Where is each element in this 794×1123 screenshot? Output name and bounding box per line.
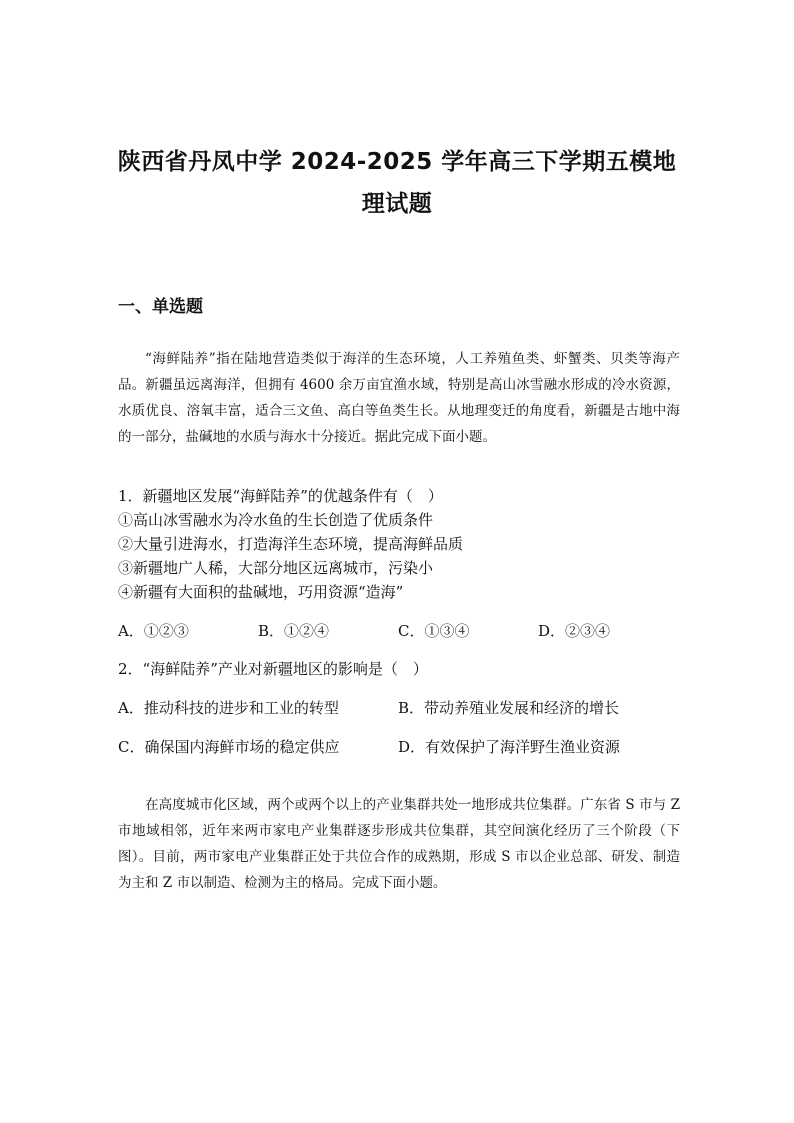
- question-1-statement-1: ①高山冰雪融水为冷水鱼的生长创造了优质条件: [118, 511, 434, 529]
- question-1-option-b: B．①②④: [258, 622, 330, 640]
- reading-passage-2: 在高度城市化区域，两个或两个以上的产业集群共处一地形成共位集群。广东省 S 市与 Z 市地域相邻，近年来两市家电产业集群逐步形成共位集群，其空间演化经历了三个阶段（下图）。目前，两市家电产业集群正处于共位合作的成熟期，形成 S 市以企业总部、研发、制造为主和 Z 市以制造、检测为主的格局。完成下面小题。: [118, 797, 680, 891]
- question-2-option-d: D．有效保护了海洋野生渔业资源: [398, 738, 621, 756]
- question-1-statement-4: ④新疆有大面积的盐碱地，巧用资源“造海”: [118, 583, 404, 601]
- question-1-statement-3: ③新疆地广人稀，大部分地区远离城市，污染小: [118, 559, 434, 577]
- reading-passage-1: “海鲜陆养”指在陆地营造类似于海洋的生态环境，人工养殖鱼类、虾蟹类、贝类等海产品。新疆虽远离海洋，但拥有 4600 余万亩宜渔水域，特别是高山冰雪融水形成的冷水资源，水质优良、溶氧丰富，适合三文鱼、高白等鱼类生长。从地理变迁的角度看，新疆是古地中海的一部分，盐碱地的水质与海水十分接近。据此完成下面小题。: [118, 351, 680, 445]
- question-2-option-c: C．确保国内海鲜市场的稳定供应: [118, 738, 340, 756]
- question-1-option-c: C．①③④: [398, 622, 470, 640]
- page-title-line-1: 陕西省丹凤中学 2024-2025 学年高三下学期五模地: [117, 149, 677, 175]
- question-1-statement-2: ②大量引进海水，打造海洋生态环境，提高海鲜品质: [118, 535, 464, 553]
- question-1-stem: 1．新疆地区发展“海鲜陆养”的优越条件有（ ）: [118, 487, 443, 505]
- question-2-option-b: B．带动养殖业发展和经济的增长: [398, 699, 620, 717]
- question-2-stem: 2．“海鲜陆养”产业对新疆地区的影响是（ ）: [118, 660, 428, 678]
- question-2-option-a: A．推动科技的进步和工业的转型: [118, 699, 339, 717]
- question-1-option-d: D．②③④: [538, 622, 611, 640]
- question-1-option-a: A．①②③: [118, 622, 189, 640]
- page-title-line-2: 理试题: [361, 191, 433, 217]
- section-heading: 一、单选题: [118, 297, 203, 317]
